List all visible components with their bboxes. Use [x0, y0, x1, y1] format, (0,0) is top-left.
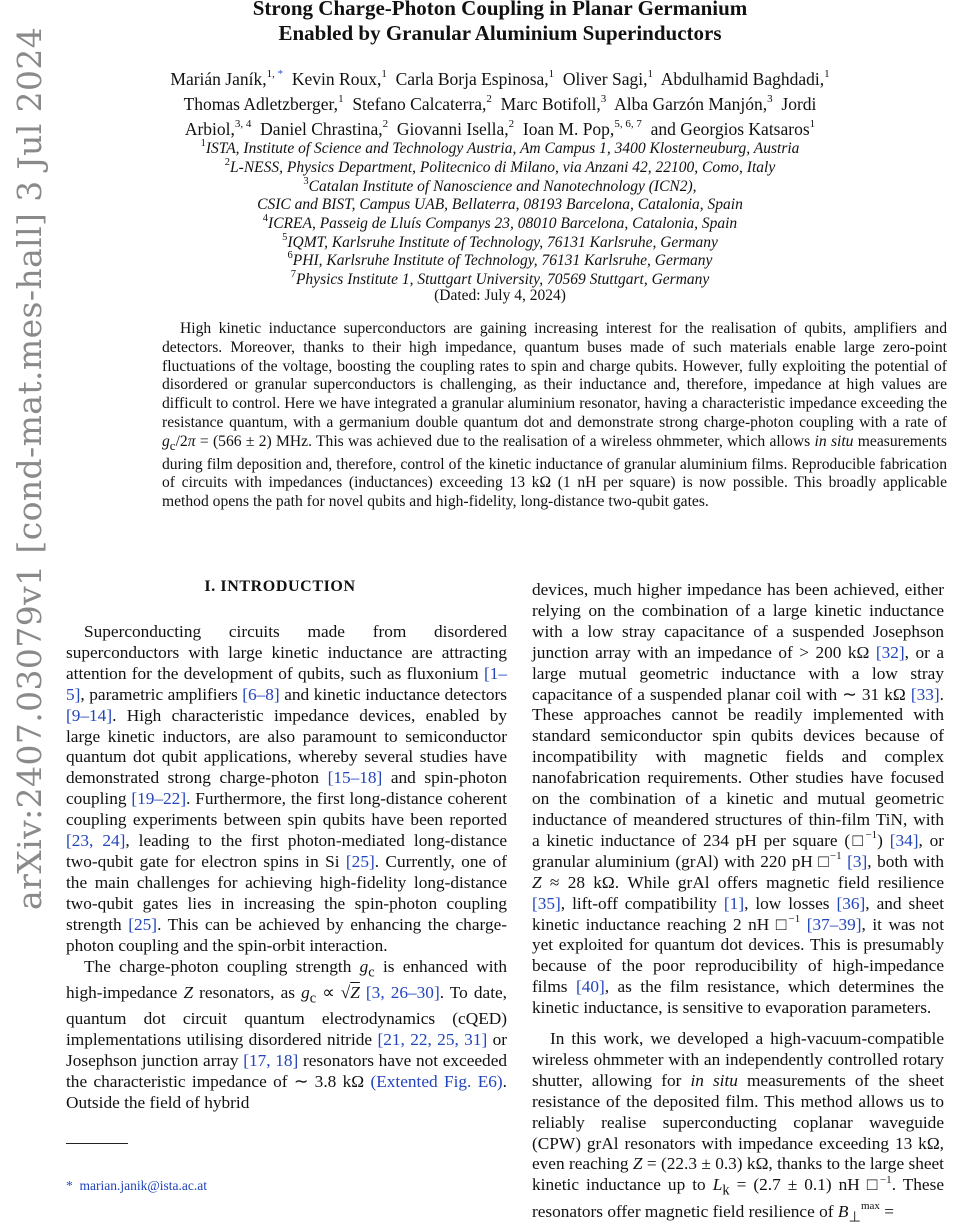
affiliation-7: $^7$Physics Institute 1, Stuttgart University, 70569 Stuttgart, Germany — [290, 268, 710, 288]
author-list-line-3: Arbiol,$^{3, 4}$ Daniel Chrastina,$^2$ Giovanni Isella,$^2$ Ioan M. Pop,$^{5, 6, 7}$ and Georgios Katsaros$^1$ — [184, 118, 816, 139]
arxiv-side-stamp: arXiv:2407.03079v1 [cond-mat.mes-hall] 3 Jul 2024 — [10, 26, 49, 910]
affiliation-3: $^3$Catalan Institute of Nanoscience and Nanotechnology (ICN2), — [303, 175, 697, 195]
affiliation-6: $^6$PHI, Karlsruhe Institute of Technology, 76131 Karlsruhe, Germany — [287, 249, 713, 269]
footnote-email: * marian.janik@ista.ac.at — [66, 1178, 208, 1193]
left-column-text: Superconducting circuits made from disordered superconductors with large kinetic inductance are attracting attention for the development of qubits, such as fluxonium [1–5], parametric amplifiers [6–8] and kinetic inductance detectors [9–14]. High characteristic impedance devices, enabled by large kinetic inductors, are also paramount to semiconductor quantum dot qubit applications, whereby several studies have demonstrated strong charge-photon [15–18] and spin-photon coupling [19–22]. Furthermore, the first long-distance coherent coupling experiments between spin qubits have been reported [23, 24], leading to the first photon-mediated long-distance two-qubit gate for electron spins in Si [25]. Currently, one of the main challenges for achieving high-fidelity long-distance two-qubit gates lies in increasing the spin-photon coupling strength [25]. This can be achieved by enhancing the charge-photon coupling and the spin-orbit interaction. The charge-photon coupling strength $g_c$ is enhanced with high-impedance Z resonators, as $g_c \propto √Z$ [3, 26–30]. To date, quantum dot circuit quantum electrodynamics (cQED) implementations utilising disordered nitride [21, 22, 25, 31] or Josephson junction array [17, 18] resonators have not exceeded the characteristic impedance of ∼ 3.8 kΩ (Extented Fig. E6). Outside the field of hybrid — [66, 622, 508, 1112]
affiliation-1: $^1$ISTA, Institute of Science and Technology Austria, Am Campus 1, 3400 Klosterneuburg, Austria — [200, 137, 800, 157]
affiliation-5: $^5$IQMT, Karlsruhe Institute of Technology, 76131 Karlsruhe, Germany — [282, 231, 718, 251]
affiliation-3-cont: CSIC and BIST, Campus UAB, Bellaterra, 08193 Barcelona, Catalonia, Spain — [257, 196, 743, 213]
right-column-text: devices, much higher impedance has been achieved, either relying on the combination of a large kinetic inductance with a low stray capacitance of a suspended Josephson junction array with an impedance of > 200 kΩ [32], or a large mutual geometric inductance with a low stray capacitance of a suspended planar coil with ∼ 31 kΩ [33]. These approaches cannot be readily implemented with standard semiconductor spin qubits devices because of incompatibility with magnetic fields and complex nanofabrication requirements. Other studies have focused on the combination of a kinetic and mutual geometric inductance of meandered structures of thin-film TiN, with a kinetic inductance of 234 pH per square (□$^{-1}$) [34], or granular aluminium (grAl) with 220 pH □$^{-1}$ [3], both with Z ≈ 28 kΩ. While grAl offers magnetic field resilience [35], lift-off compatibility [1], low losses [36], and sheet kinetic inductance reaching 2 nH □$^{-1}$ [37–39], it was not yet exploited for quantum dot devices. This is presumably because of the poor reproducibility of high-impedance films [40], as the film resistance, which determines the kinetic inductance, is sensitive to evaporation parameters. In this work, we developed a high-vacuum-compatible wireless ohmmeter with an independently controlled rotary shutter, allowing for in situ measurements of the sheet resistance of the deposited film. This method allows us to reliably realise superconducting coplanar waveguide (CPW) grAl resonators with impedance exceeding 13 kΩ, even reaching Z = (22.3 ± 0.3) kΩ, thanks to the large sheet kinetic inductance up to $L_k = (2.7 \pm 0.1)$ nH □$^{-1}$. These resonators offer magnetic field resilience of $B_\perp^{max}$ = — [532, 580, 945, 1226]
affiliation-4: $^4$ICREA, Passeig de Lluís Companys 23, 08010 Barcelona, Catalonia, Spain — [262, 212, 738, 232]
author-list-line-1: Marián Janík,$^{1,}$ * Kevin Roux,$^1$ Carla Borja Espinosa,$^1$ Oliver Sagi,$^1$ Abdulhamid Baghdadi,$^1$ — [170, 68, 830, 89]
abstract: High kinetic inductance superconductors are gaining increasing interest for the realisation of qubits, amplifiers and detectors. Moreover, thanks to their high impedance, quantum buses made of such materials enable large zero-point fluctuations of the voltage, boosting the coupling rates to spin and charge qubits. However, fully exploiting the potential of disordered or granular superconductors is challenging, as their inductance and, therefore, impedance at high values are difficult to control. Here we have integrated a granular aluminium resonator, having a characteristic impedance exceeding the resistance quantum, with a germanium double quantum dot and demonstrate strong charge-photon coupling with a rate of $g_c/2\pi = (566 \pm 2)$ MHz. This was achieved due to the realisation of a wireless ohmmeter, which allows in situ measurements during film deposition and, therefore, control of the kinetic inductance of granular aluminium films. Reproducible fabrication of circuits with impedances (inductances) exceeding 13 kΩ (1 nH per square) is now possible. This broadly applicable method opens the path for novel qubits and high-fidelity, long-distance two-qubit gates. — [162, 320, 948, 511]
paper-title-line-1: Strong Charge-Photon Coupling in Planar Germanium — [252, 0, 748, 20]
dated-line: (Dated: July 4, 2024) — [434, 287, 566, 304]
footnote-rule — [66, 1143, 128, 1144]
section-heading-introduction: I. INTRODUCTION — [204, 578, 356, 595]
affiliation-2: $^2$L-NESS, Physics Department, Politecnico di Milano, via Anzani 42, 22100, Como, Italy — [224, 156, 776, 176]
paper-title-line-2: Enabled by Granular Aluminium Superinductors — [278, 21, 722, 45]
author-list-line-2: Thomas Adletzberger,$^1$ Stefano Calcaterra,$^2$ Marc Botifoll,$^3$ Alba Garzón Manjón,$^3$ Jordi — [183, 93, 817, 114]
email-link[interactable]: marian.janik@ista.ac.at — [79, 1178, 208, 1193]
